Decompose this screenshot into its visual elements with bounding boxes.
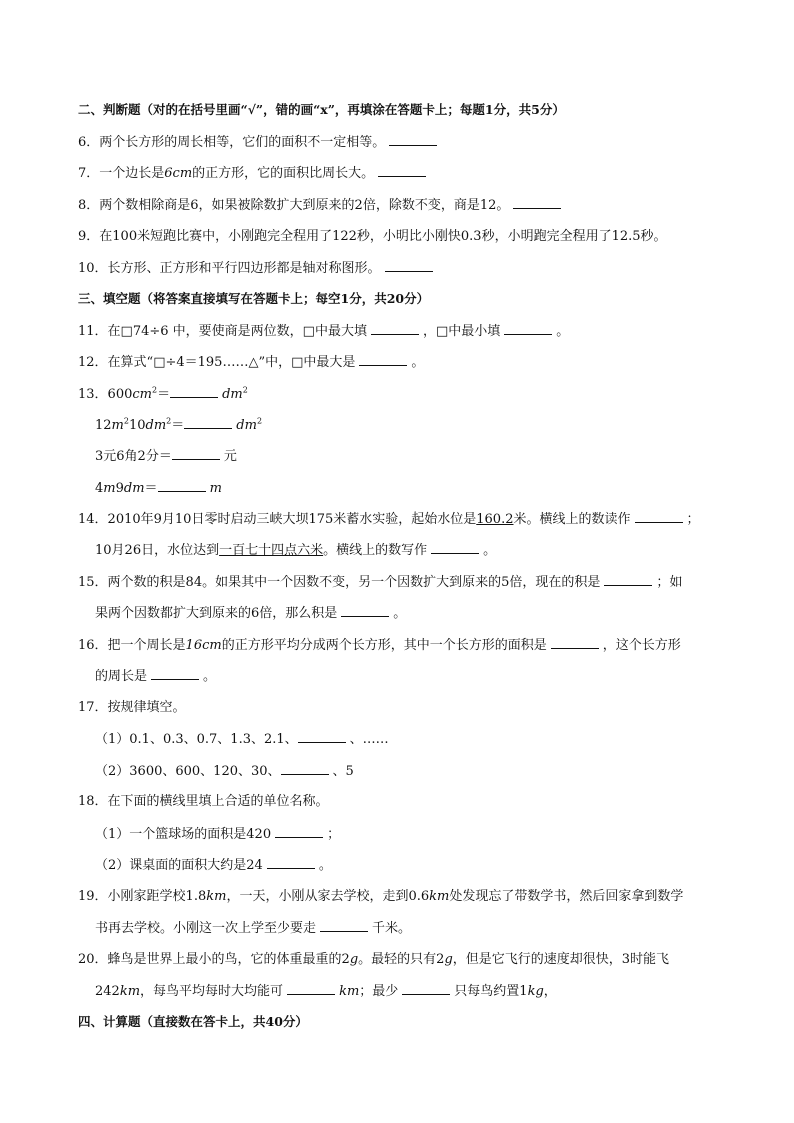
sequence-text: （1）0.1、0.3、0.7、1.3、2.1、 [95, 732, 298, 747]
question-17-1 [95, 730, 754, 749]
answer-blank[interactable] [378, 164, 426, 177]
unit-km: km [429, 889, 450, 904]
question-16-text: 16．把一个周长是 [78, 638, 186, 653]
question-13-a [78, 385, 754, 404]
question-8 [78, 196, 754, 215]
question-7-text: 7．一个边长是 [78, 166, 165, 181]
underlined-number: 160.2 [476, 512, 514, 527]
answer-blank[interactable] [635, 510, 683, 523]
unit-km: km [119, 984, 141, 999]
question-20-a [78, 951, 754, 969]
equals-sign: ＝ [171, 418, 185, 433]
value: 12 [95, 418, 112, 433]
answer-blank[interactable] [389, 133, 437, 146]
question-18-2 [95, 856, 754, 875]
value: 242 [95, 984, 120, 999]
answer-blank[interactable] [359, 353, 407, 366]
question-16-text-end: ，这个长方形 [602, 638, 681, 653]
question-13-b [95, 416, 754, 435]
sequence-end: 、5 [332, 764, 354, 779]
length-value: 6cm [164, 166, 193, 181]
equals-sign: ＝ [157, 387, 171, 402]
answer-blank[interactable] [504, 322, 552, 335]
value: 10 [128, 418, 146, 433]
question-12-text: 12．在算式“□÷4＝195……△”中，□中最大是 [78, 355, 356, 370]
question-11-text: 11．在□74÷6 中，要使商是两位数，□中最大填 [78, 324, 367, 339]
equals-sign: ＝ [144, 481, 158, 496]
answer-blank[interactable] [158, 479, 206, 492]
question-7-text-end: 的正方形，它的面积比周长大。 [192, 166, 375, 181]
unit-kg: kg [527, 984, 544, 999]
answer-blank[interactable] [287, 982, 335, 995]
question-17: 17．按规律填空。 [78, 700, 186, 715]
question-16-text: 的周长是 [95, 669, 148, 684]
question-6 [78, 133, 754, 152]
answer-blank[interactable] [170, 385, 218, 398]
question-19-text: 书再去学校。小刚这一次上学至少要走 [95, 921, 317, 936]
unit-kilometers: 千米。 [372, 921, 412, 936]
unit-g: g [349, 952, 359, 967]
answer-blank[interactable] [172, 447, 220, 460]
answer-blank[interactable] [267, 856, 315, 869]
unit-dm: dm [145, 418, 167, 433]
question-11-text-mid: ，□中最小填 [422, 324, 501, 339]
value: 9 [115, 481, 124, 496]
length-value: 16cm [185, 638, 222, 653]
question-15-b [95, 604, 754, 623]
unit-km: km [339, 984, 360, 999]
question-18: 18．在下面的横线里填上合适的单位名称。 [78, 794, 329, 809]
question-19-text: 19．小刚家距学校1.8 [78, 889, 207, 904]
question-20-text: 20．蜂鸟是世界上最小的鸟，它的体重最重的2 [78, 952, 350, 967]
question-13-c [95, 447, 754, 466]
question-14-text-mid: 。横线上的数写作 [323, 543, 428, 558]
question-7 [78, 164, 754, 183]
question-18-text: （2）课桌面的面积大约是24 [95, 858, 263, 873]
section-3-heading: 三、填空题（将答案直接填写在答题卡上；每空1分，共20分） [78, 291, 430, 306]
question-10-text: 10．长方形、正方形和平行四边形都是轴对称图形。 [78, 261, 381, 276]
unit-m: m [111, 418, 124, 433]
unit-dm: dm [236, 418, 257, 433]
sequence-text: （2）3600、600、120、30、 [95, 764, 281, 779]
question-16-b [95, 667, 754, 686]
punctuation: 。 [203, 669, 217, 684]
question-8-text: 8．两个数相除商是6，如果被除数扩大到原来的2倍，除数不变，商是12。 [78, 198, 510, 213]
question-18-text: （1）一个篮球场的面积是420 [95, 827, 272, 842]
unit-g: g [444, 952, 453, 967]
question-19-a [78, 888, 754, 906]
answer-blank[interactable] [385, 259, 433, 272]
question-15-text: 果两个因数都扩大到原来的6倍，那么积是 [95, 606, 338, 621]
punctuation: 。 [318, 858, 332, 873]
question-18-1 [95, 825, 754, 844]
answer-blank[interactable] [513, 196, 561, 209]
question-16-text-mid: 的正方形平均分成两个长方形，其中一个长方形的面积是 [221, 638, 547, 653]
answer-blank[interactable] [275, 825, 323, 838]
punctuation: ； [327, 827, 341, 842]
unit-square: 2 [166, 416, 172, 426]
value: 4 [95, 481, 104, 496]
question-14-a [78, 510, 754, 529]
answer-blank[interactable] [320, 919, 368, 932]
question-15-text-end: ；如 [656, 575, 683, 590]
question-20-text-mid: 。最轻的只有2 [358, 952, 445, 967]
question-17-2 [95, 762, 754, 781]
answer-blank[interactable] [184, 416, 232, 429]
unit-square: 2 [151, 385, 158, 395]
question-16-a [78, 636, 754, 655]
sequence-ellipsis: 、…… [349, 732, 389, 747]
unit-dm: dm [123, 481, 145, 496]
question-19-text-end: 处发现忘了带数学书，然后回家拿到数学 [449, 889, 684, 904]
answer-blank[interactable] [431, 541, 479, 554]
unit-dm: dm [222, 387, 243, 402]
question-12 [78, 353, 754, 372]
question-13-text: 13．600 [78, 387, 133, 402]
question-9: 9．在100米短跑比赛中，小刚跑完全程用了122秒，小明比小刚快0.3秒，小明跑完全程用了12.5秒。 [78, 229, 667, 244]
unit-yuan: 元 [223, 449, 237, 464]
answer-blank[interactable] [281, 762, 329, 775]
underlined-number: 一百七十四点六米 [219, 543, 324, 558]
question-20-text-end: ，但是它飞行的速度却很快，3时能飞 [452, 952, 670, 967]
punctuation: 。 [393, 606, 407, 621]
unit-square: 2 [242, 385, 248, 395]
unit-square: 2 [123, 416, 129, 426]
question-19-b [95, 919, 754, 938]
section-4-heading: 四、计算题（直接数在答卡上，共40分） [78, 1014, 308, 1029]
question-15-a [78, 573, 754, 592]
answer-blank[interactable] [298, 730, 346, 743]
question-19-text-mid: ，一天，小刚从家去学校，走到0.6 [226, 889, 430, 904]
question-20-b [95, 982, 754, 1001]
question-13-d [95, 479, 754, 498]
question-15-text: 15．两个数的积是84。如果其中一个因数不变，另一个因数扩大到原来的5倍，现在的积是 [78, 575, 601, 590]
answer-blank[interactable] [151, 667, 199, 680]
answer-blank[interactable] [371, 322, 419, 335]
punctuation: ； [686, 512, 700, 527]
answer-blank[interactable] [604, 573, 652, 586]
question-14-text-mid: 米。横线上的数读作 [513, 512, 631, 527]
question-11-text-end: 。 [556, 324, 570, 339]
unit-square: 2 [256, 416, 263, 426]
question-11 [78, 322, 754, 341]
question-6-text: 6．两个长方形的周长相等，它们的面积不一定相等。 [78, 135, 386, 150]
answer-blank[interactable] [402, 982, 450, 995]
question-14-b [95, 541, 754, 560]
question-14-text: 10月26日，水位达到 [95, 543, 220, 558]
unit-m: m [209, 481, 222, 496]
value: 3元6角2分＝ [95, 449, 172, 464]
question-12-text-end: 。 [411, 355, 425, 370]
unit-cm: cm [132, 387, 152, 402]
question-20-text-end: 只每鸟约置1 [454, 984, 528, 999]
punctuation: ， [543, 984, 557, 999]
answer-blank[interactable] [341, 604, 389, 617]
punctuation: 。 [483, 543, 497, 558]
question-20-text-mid: ；最少 [359, 984, 399, 999]
answer-blank[interactable] [551, 636, 599, 649]
question-10 [78, 259, 754, 278]
question-14-text: 14．2010年9月10日零时启动三峡大坝175米蓄水实验，起始水位是 [78, 512, 477, 527]
unit-km: km [206, 889, 227, 904]
question-20-text: ，每鸟平均每时大均能可 [140, 984, 284, 999]
unit-m: m [103, 481, 116, 496]
section-2-heading: 二、判断题（对的在括号里画“√”，错的画“x”，再填涂在答题卡上；每题1分，共5分） [78, 102, 565, 117]
